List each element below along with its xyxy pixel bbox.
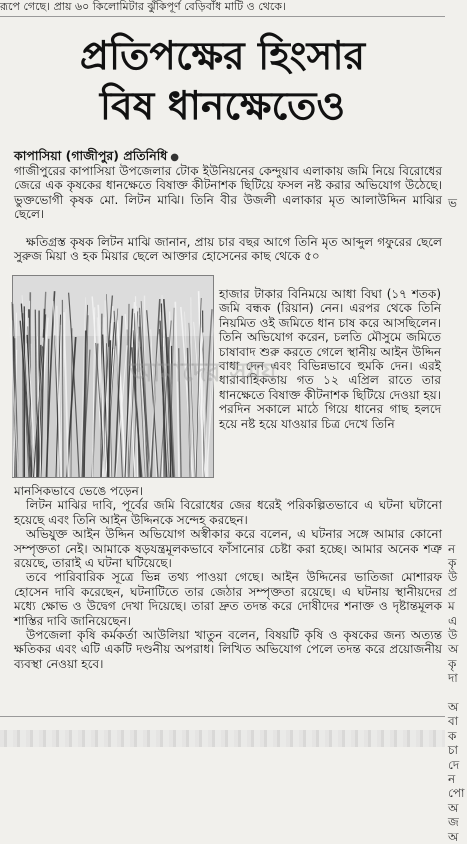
headline-line-2: বিষ ধানক্ষেতেও <box>0 82 445 132</box>
edge-fragment: অ <box>448 700 458 714</box>
edge-fragment: ভ <box>448 196 457 210</box>
edge-fragment: চা <box>448 743 458 757</box>
edge-fragment: উ <box>448 628 457 642</box>
claim-paragraph: লিটন মাঝির দাবি, পূর্বের জমি বিরোধের জের ধরেই পরিকল্পিতভাবে এ ঘটনা ঘটানো হয়েছে এবং তিনি আইন উদ্দিনকে সন্দেহ করছেন। <box>14 498 442 527</box>
side-end-line: মানসিকভাবে ভেঙে পড়েন। <box>14 484 442 498</box>
edge-fragment: কৃ <box>448 657 456 671</box>
edge-fragment: অ <box>448 801 458 815</box>
edge-fragment: দা <box>448 671 458 685</box>
edge-fragment: বা <box>448 714 458 728</box>
edge-fragment: ন <box>448 772 455 786</box>
headline <box>0 32 445 132</box>
rice-field-photo <box>12 275 214 478</box>
watermark: আমাদের সময় <box>130 352 277 396</box>
edge-fragment: দে <box>448 758 459 772</box>
edge-fragment: উ <box>448 570 457 584</box>
continued-text <box>14 484 442 671</box>
farmer-statement-text: ক্ষতিগ্রস্ত কৃষক লিটন মাঝি জানান, প্রায় চার বছর আগে তিনি মৃত আব্দুল গফুরের ছেলে সুরুজ মিয়া ও হক মিয়ার ছেলে আক্তার হোসেনের কাছ থেকে ৫০ <box>14 235 442 263</box>
top-strip-text: রূপে গেছে। প্রায় ৬০ কিলোমিটার ঝুঁকিপূর্ণ বেড়িবাঁধ মাটি ও থেকে। <box>0 0 286 13</box>
bottom-scrap-strip <box>0 730 445 747</box>
edge-fragment: এ <box>448 614 457 628</box>
farmer-statement-paragraph <box>14 235 442 264</box>
intro-paragraph: গাজীপুরের কাপাসিয়া উপজেলার টোক ইউনিয়নের কেন্দুয়াব এলাকায় জমি নিয়ে বিরোধের জেরে এক কৃষকের ধানক্ষেতে বিষাক্ত কীটনাশক ছিটিয়ে ফসল নষ্ট করার অভিযোগ উঠেছে। ভুক্তভোগী কৃষক মো. লিটন মাঝি। তিনি বীর উজলী এলাকার মৃত আলাউদ্দিন মাঝির ছেলে। <box>14 164 442 222</box>
bottom-cut-line <box>0 716 445 717</box>
edge-fragment: অ <box>448 830 458 844</box>
rice-field-image <box>13 276 213 477</box>
headline-line-1: প্রতিপক্ষের হিংসার <box>0 32 445 82</box>
edge-fragment: জ <box>448 815 459 829</box>
edge-fragment: ম <box>448 599 455 613</box>
byline-text: কাপাসিয়া (গাজীপুর) প্রতিনিধি <box>14 148 167 163</box>
edge-fragment: অ <box>448 642 458 656</box>
officer-paragraph: উপজেলা কৃষি কর্মকর্তা আউলিয়া খাতুন বলেন, বিষয়টি কৃষি ও কৃষকের জন্য অত্যন্ত ক্ষতিকর এবং এটি একটি দণ্ডনীয় অপরাধ। লিখিত অভিযোগ পেলে তদন্ত করে প্রয়োজনীয় ব্যবস্থা নেওয়া হবে। <box>14 628 442 671</box>
adjacent-column-fragment <box>448 0 467 747</box>
edge-fragment: পো <box>448 786 465 800</box>
family-paragraph: তবে পারিবারিক সূত্রে ভিন্ন তথ্য পাওয়া গেছে। আইন উদ্দিনের ভাতিজা মোশারফ হোসেন দাবি করেছেন, ঘটনাটিতে তার জেঠার সম্পৃক্ততা রয়েছে। এ ঘটনায় স্থানীয়দের মধ্যে ক্ষোভ ও উদ্বেগ দেখা দিয়েছে। তারা দ্রুত তদন্ত করে দোষীদের শনাক্ত ও দৃষ্টান্তমূলক শাস্তির দাবি জানিয়েছেন। <box>14 570 442 628</box>
side-column-text: হাজার টাকার বিনিময়ে আধা বিঘা (১৭ শতক) জমি বন্ধক (রিয়ান) নেন। এরপর থেকে তিনি নিয়মিত ওই জমিতে ধান চাষ করে আসছিলেন। তিনি অভিযোগ করেন, চলতি মৌসুমে জমিতে চাষাবাদ শুরু করতে গেলে স্থানীয় আইন উদ্দিন বাধা দেন এবং বিভিন্নভাবে হুমকি দেন। এরই ধারাবাহিকতায় গত ১২ এপ্রিল রাতে তার ধানক্ষেতে বিষাক্ত কীটনাশক ছিটিয়ে দেওয়া হয়। পরদিন সকালে মাঠে গিয়ে ধানের গাছ হলদে হয়ে নষ্ট হয়ে যাওয়ার চিত্র দেখে তিনি <box>219 287 441 431</box>
edge-fragment: ক <box>448 729 456 743</box>
edge-fragment: ন <box>448 542 455 556</box>
top-cut-line <box>0 0 445 17</box>
denial-paragraph: অভিযুক্ত আইন উদ্দিন অভিযোগ অস্বীকার করে বলেন, এ ঘটনার সঙ্গে আমার কোনো সম্পৃক্ততা নেই। আমাকে ষড়যন্ত্রমূলকভাবে ফাঁসানোর চেষ্টা করা হচ্ছে। আমার অনেক শত্রু রয়েছে, তারাই এ ঘটনা ঘটিয়েছে। <box>14 527 442 570</box>
edge-fragment: কৃ <box>448 556 456 570</box>
edge-fragment: প্র <box>448 585 457 599</box>
rice-stalk <box>62 300 63 477</box>
bullet-icon: ● <box>170 152 179 163</box>
